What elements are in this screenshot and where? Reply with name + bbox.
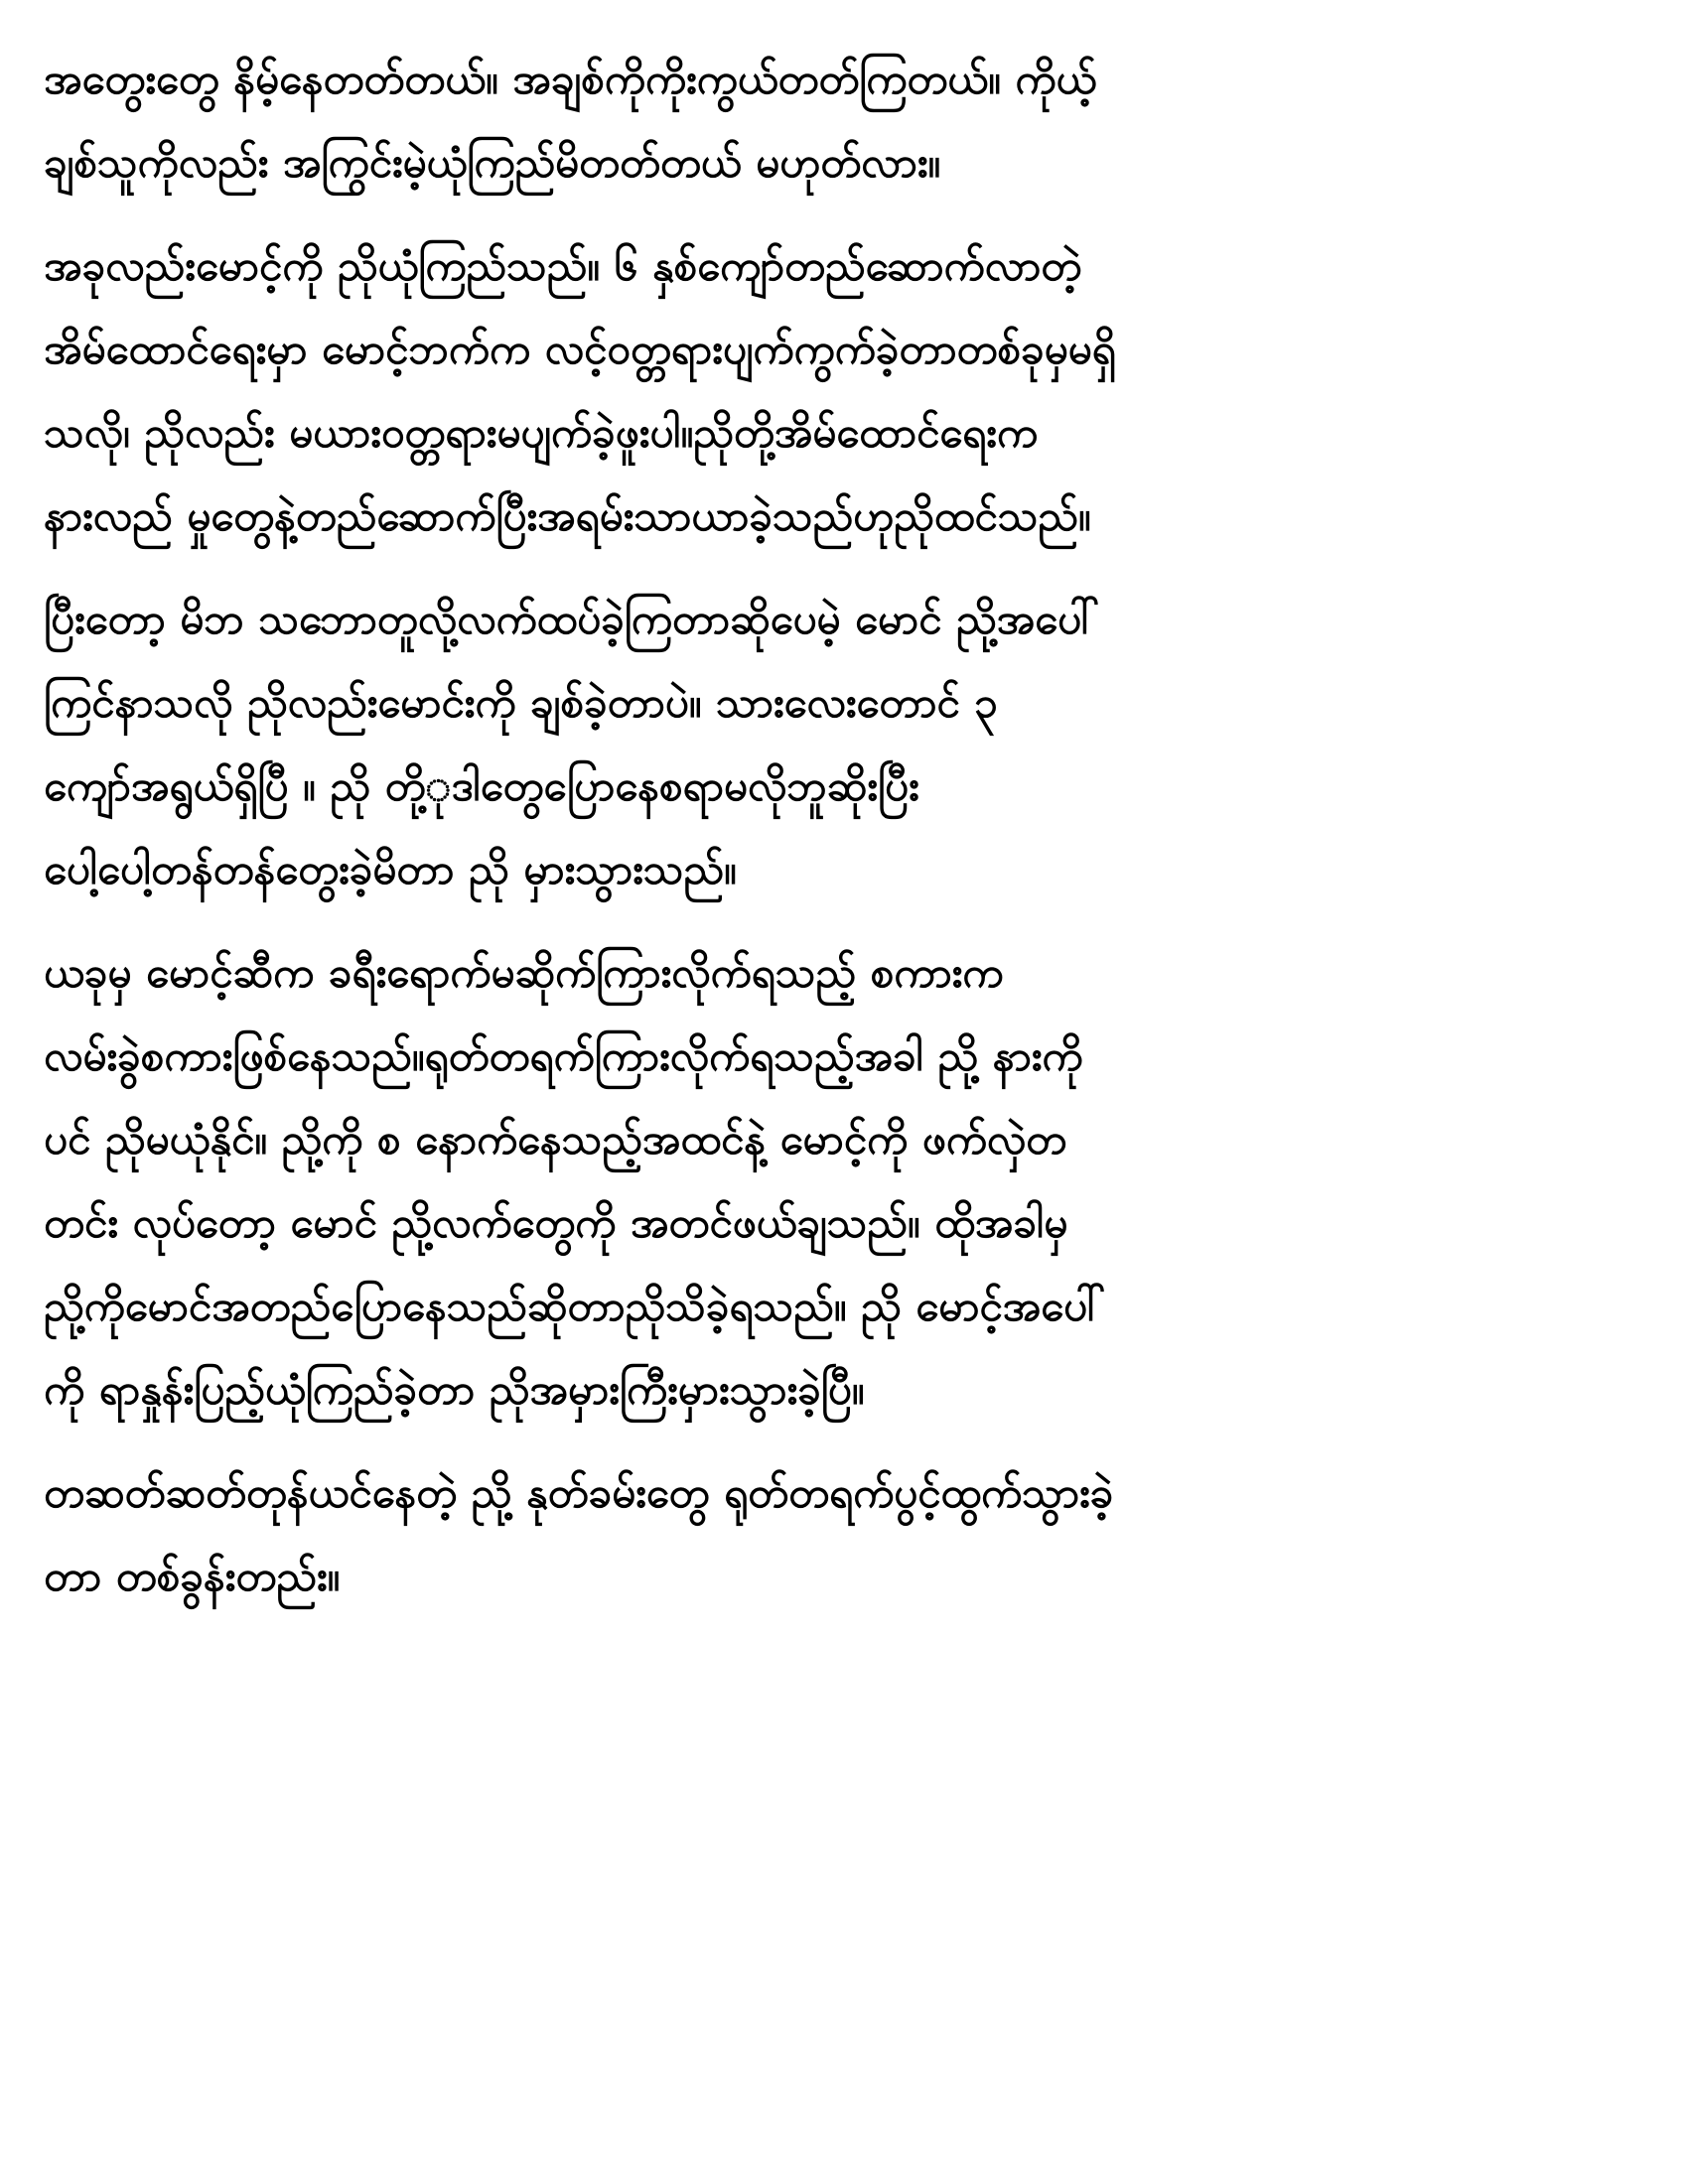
text-line: ယခုမှ မောင့်ဆီက ခရီးရောက်မဆိုက်ကြားလိုက်ရသည့် စကားက bbox=[44, 948, 1004, 997]
text-line: ချစ်သူကိုလည်း အကြွင်းမဲ့ယုံကြည်မိတတ်တယ် မဟုတ်လား။ bbox=[44, 138, 941, 187]
paragraph-4 bbox=[44, 931, 1652, 1432]
text-line: ကို ရာနှုန်းပြည့်ယုံကြည်ခဲ့တာ ညိုအမှားကြီးမှားသွားခဲ့ပြီ။ bbox=[44, 1365, 865, 1414]
text-line: လမ်းခွဲစကားဖြစ်နေသည်။ရုတ်တရက်ကြားလိုက်ရသည့်အခါ ညို့ နားကို bbox=[44, 1031, 1083, 1080]
text-line: ကျော်အရွယ်ရှိပြီ ။ ညို တို့ုဒါတွေပြောနေစရာမလိုဘူဆိုးပြီး bbox=[44, 761, 919, 810]
text-line: တာ တစ်ခွန်းတည်း။ bbox=[44, 1552, 341, 1600]
paragraph-1 bbox=[44, 38, 1652, 205]
text-line: ပြီးတော့ မိဘ သဘောတူလို့လက်ထပ်ခဲ့ကြတာဆိုပေမဲ့ မောင် ညို့အပေါ် bbox=[44, 595, 1100, 643]
story-text bbox=[44, 38, 1652, 1638]
text-line: ပင် ညိုမယုံနိုင်။ ညို့ကို စ နောက်နေသည့်အထင်နဲ့ မောင့်ကို ဖက်လှဲတ bbox=[44, 1115, 1067, 1163]
text-line: အတွေးတွေ နိမ့်နေတတ်တယ်။ အချစ်ကိုကိုးကွယ်တတ်ကြတယ်။ ကိုယ့် bbox=[44, 55, 1097, 103]
paragraph-2 bbox=[44, 224, 1652, 558]
text-line: ကြင်နာသလို ညိုလည်းမောင်းကို ချစ်ခဲ့တာပဲ။ သားလေးတောင် ၃ bbox=[44, 678, 998, 727]
text-line: တဆတ်ဆတ်တုန်ယင်နေတဲ့ ညို့ နုတ်ခမ်းတွေ ရုတ်တရက်ပွင့်ထွက်သွားခဲ့ bbox=[44, 1468, 1114, 1517]
paragraph-5 bbox=[44, 1451, 1652, 1618]
text-line: အခုလည်းမောင့်ကို ညိုယုံကြည်သည်။ ၆ နှစ်ကျော်တည်ဆောက်လာတဲ့ bbox=[44, 241, 1082, 290]
text-line: သလို၊ ညိုလည်း မယားဝတ္တရားမပျက်ခဲ့ဖူးပါ။ညိုတို့အိမ်ထောင်ရေးက bbox=[44, 408, 1038, 457]
text-line: နားလည် မှုတွေနဲ့တည်ဆောက်ပြီးအရမ်းသာယာခဲ့သည်ဟုညိုထင်သည်။ bbox=[44, 491, 1091, 540]
paragraph-3 bbox=[44, 578, 1652, 911]
text-line: ညို့ကိုမောင်အတည်ပြောနေသည်ဆိုတာညိုသိခဲ့ရသည်။ ညို မောင့်အပေါ် bbox=[44, 1282, 1106, 1330]
text-line: တင်း လုပ်တော့ မောင် ညို့လက်တွေကို အတင်ဖယ်ချသည်။ ထိုအခါမှ bbox=[44, 1198, 1068, 1247]
text-line: ပေါ့ပေါ့တန်တန်တွေးခဲ့မိတာ ညို မှားသွားသည်။ bbox=[44, 845, 737, 893]
text-line: အိမ်ထောင်ရေးမှာ မောင့်ဘက်က လင့်ဝတ္တရားပျက်ကွက်ခဲ့တာတစ်ခုမှမရှိ bbox=[44, 325, 1116, 373]
